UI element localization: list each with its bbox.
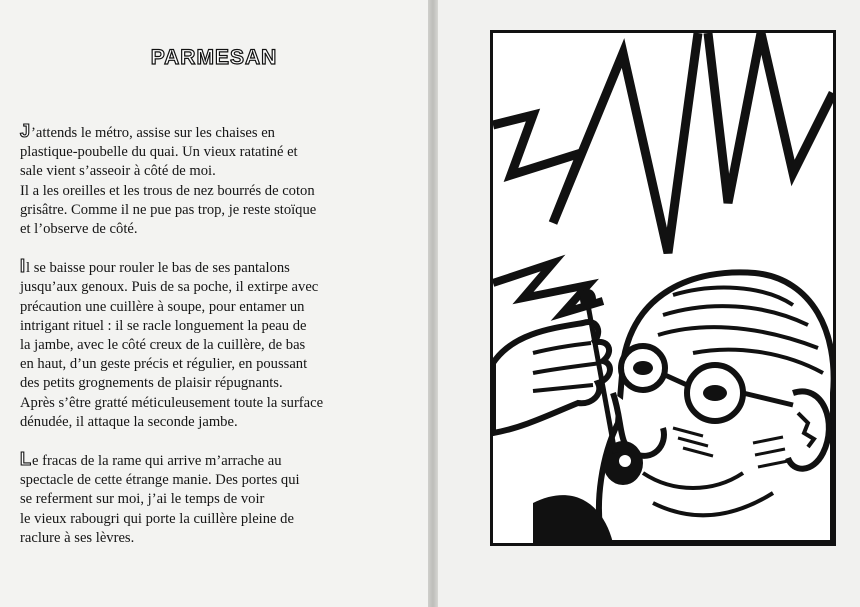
- text-line: la jambe, avec le côté creux de la cuillère, de bas: [20, 337, 306, 354]
- text-line: en haut, d’un geste précis et régulier, en poussant: [20, 356, 308, 373]
- text-line: précaution une cuillère à soupe, pour entamer un: [20, 298, 305, 315]
- dropcap: J: [20, 121, 31, 141]
- ear-shape: [788, 391, 829, 468]
- illustration-panel: [490, 30, 836, 546]
- old-man-illustration: [493, 33, 833, 543]
- paragraph-2: [20, 257, 392, 432]
- text-line: et l’observe de côté.: [20, 221, 138, 238]
- paragraph-3: [20, 450, 392, 548]
- text-line: Le fracas de la rame qui arrive m’arrache au: [20, 449, 282, 470]
- dropcap: L: [20, 449, 31, 470]
- text-line: jusqu’aux genoux. Puis de sa poche, il extirpe avec: [20, 279, 319, 296]
- text-line: grisâtre. Comme il ne pue pas trop, je reste stoïque: [20, 201, 317, 218]
- text-line: Après s’être gratté méticuleusement toute la surface: [20, 394, 324, 411]
- text-line: Il a les oreilles et les trous de nez bourrés de coton: [20, 182, 315, 199]
- text-line: Il se baisse pour rouler le bas de ses pantalons: [20, 256, 290, 277]
- text-line: se referment sur moi, j’ai le temps de voir: [20, 491, 265, 508]
- spoon-bowl: [580, 289, 596, 309]
- text-line: des petits grognements de plaisir répugnants.: [20, 375, 283, 392]
- text-line: sale vient s’asseoir à côté de moi.: [20, 163, 216, 180]
- story-text: [20, 122, 392, 566]
- book-gutter: [428, 0, 438, 607]
- text-line: J’attends le métro, assise sur les chaises en: [20, 121, 275, 141]
- page-title: PARMESAN: [150, 46, 278, 69]
- dropcap: I: [20, 256, 26, 277]
- text-line: spectacle de cette étrange manie. Des portes qui: [20, 472, 300, 489]
- paragraph-1: [20, 122, 392, 239]
- text-line: raclure à ses lèvres.: [20, 529, 135, 546]
- left-page: [0, 0, 428, 607]
- text-line: intrigant rituel : il se racle longuement la peau de: [20, 317, 307, 334]
- text-line: plastique-poubelle du quai. Un vieux ratatiné et: [20, 144, 298, 161]
- text-line: le vieux rabougri qui porte la cuillère pleine de: [20, 510, 294, 527]
- text-line: dénudée, il attaque la seconde jambe.: [20, 413, 238, 430]
- right-page: [438, 0, 860, 607]
